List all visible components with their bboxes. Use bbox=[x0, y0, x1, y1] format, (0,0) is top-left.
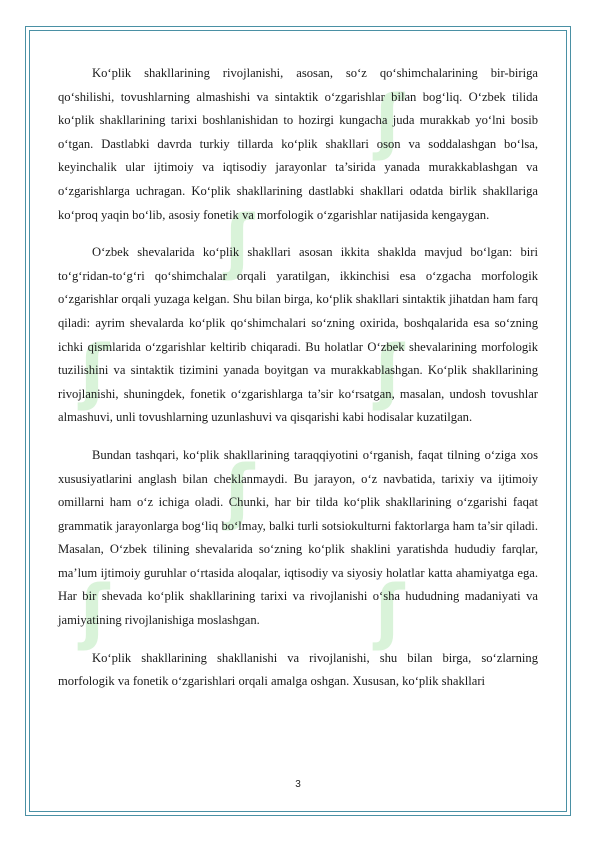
watermark-logo-icon: ʃ bbox=[375, 80, 405, 162]
watermark-logo-icon: ʃ bbox=[80, 330, 110, 412]
paragraph: Ko‘plik shakllarining shakllanishi va rivojlanishi, shu bilan birga, so‘zlarning morfologik va fonetik o‘zgarishlari orqali amalga oshgan. Xususan, ko‘plik shakllari bbox=[58, 650, 538, 689]
watermark-logo-icon: ʃ bbox=[80, 570, 110, 652]
watermark-logo-icon: ʃ bbox=[225, 200, 255, 282]
paragraph: Ko‘plik shakllarining rivojlanishi, asosan, so‘z qo‘shimchalarining bir-biriga qo‘shilishi, tovushlarning almashishi va sintaktik o‘zgarishlar bilan bog‘liq. O‘zbek tilida ko‘plik shakllarining tarixi boshlanishidan to hozirgi kungacha juda murakkab yo‘lni bosib o‘tgan. Dastlabki davrda turkiy tillarda ko‘plik shakllari oson va soddalashgan bo‘lsa, keyinchalik ular ijtimoiy va iqtisodiy jarayonlar ta’sirida yanada murakkablashgan va o‘zgarishlarga uchragan. Ko‘plik shakllarining dastlabki shakllari odatda birlik shakllariga ko‘proq yaqin bo‘lib, asosiy fonetik va morfologik o‘zgarishlar natijasida kengaygan. bbox=[58, 66, 538, 222]
paragraph: Bundan tashqari, ko‘plik shakllarining taraqqiyotini o‘rganish, faqat tilning o‘ziga xos xususiyatlarini anglash bilan cheklanmaydi. Bu jarayon, o‘z navbatida, tarixiy va ijtimoiy omillarni ham o‘z ichiga oladi. Chunki, har bir tilda ko‘plik shakllarining o‘zgarishi faqat grammatik jarayonlarga bog‘liq bo‘lmay, balki turli sotsiokulturni faktorlarga ham ta’sir qiladi. Masalan, O‘zbek tilining shevalarida so‘zning ko‘plik shaklini yaratishda hududiy farqlar, ma’lum ijtimoiy guruhlar o‘rtasida aloqalar, iqtisodiy va siyosiy holatlar katta ahamiyatga ega. Har bir shevada ko‘plik shakllarining tarixi va rivojlanishi o‘sha hududning madaniyati va jamiyatining rivojlanishiga moslashgan. bbox=[58, 447, 538, 628]
document-body bbox=[58, 62, 538, 708]
watermark-logo-icon: ʃ bbox=[225, 450, 255, 532]
page-number: 3 bbox=[295, 779, 301, 790]
paragraph: O‘zbek shevalarida ko‘plik shakllari asosan ikkita shaklda mavjud bo‘lgan: biri to‘g‘ridan-to‘g‘ri qo‘shimchalar orqali yaratilgan, ikkinchisi esa o‘zgacha morfologik o‘zgarishlar orqali yuzaga kelgan. Shu bilan birga, ko‘plik shakllari sintaktik jihatdan ham farq qiladi: ayrim shevalarda ko‘plik qo‘shimchalari so‘zning oxirida, boshqalarida esa so‘zning ichki qismlarida o‘zgarishlar keltirib chiqaradi. Bu holatlar O‘zbek shevalarining morfologik tuzilishini va sintaktik tizimini yanada boyitgan va murakkablashgan. Ko‘plik shakllarining rivojlanishi, shuningdek, fonetik o‘zgarishlarga ta’sir ko‘rsatgan, masalan, undosh tovushlar almashuvi, unli tovushlarning uzunlashuvi va qisqarishi kabi hodisalar kuzatilgan. bbox=[58, 245, 538, 425]
watermark-logo-icon: ʃ bbox=[375, 330, 405, 412]
watermark-logo-icon: ʃ bbox=[375, 570, 405, 652]
